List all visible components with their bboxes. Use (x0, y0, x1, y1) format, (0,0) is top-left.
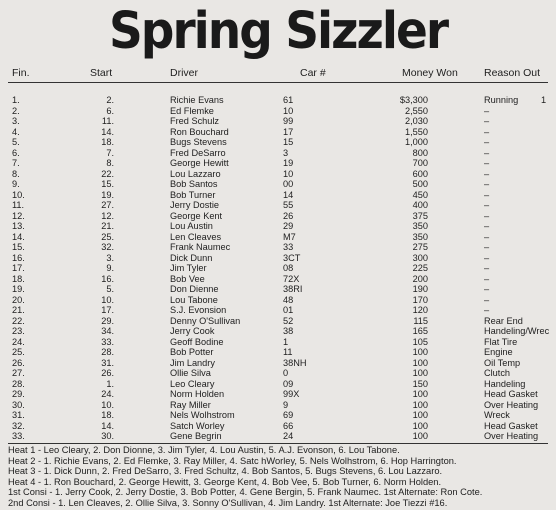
cell-money: 2,550 (405, 105, 428, 116)
table-row (0, 158, 556, 169)
cell-money: 100 (412, 410, 428, 420)
cell-driver: Richie Evans (170, 95, 224, 105)
cell-driver: S.J. Evonsion (170, 305, 227, 315)
cell-fin: 2. (12, 105, 20, 116)
cell-start: 3. (106, 252, 114, 263)
cell-money: 2,030 (405, 116, 428, 126)
table-row (0, 116, 556, 127)
cell-driver: Nels Wolhstrom (170, 410, 235, 420)
cell-fin: 18. (12, 273, 25, 284)
cell-reason: – (484, 200, 490, 210)
cell-reason: – (484, 147, 490, 158)
cell-driver: Bob Turner (170, 189, 216, 200)
cell-reason: – (484, 284, 490, 294)
cell-car: 09 (283, 378, 294, 389)
table-row (0, 337, 556, 348)
cell-car: 10 (283, 105, 294, 116)
cell-driver: Gene Begrin (170, 431, 222, 441)
cell-start: 15. (101, 179, 114, 189)
table-row (0, 169, 556, 180)
cell-start: 5. (106, 284, 114, 294)
cell-car: 48 (283, 294, 294, 305)
cell-fin: 30. (12, 399, 25, 410)
table-row (0, 347, 556, 358)
cell-car: 69 (283, 410, 294, 420)
cell-start: 18. (101, 137, 114, 147)
table-row (0, 179, 556, 190)
table-row (0, 400, 556, 411)
table-row (0, 95, 556, 106)
cell-reason: – (484, 231, 490, 242)
cell-money: 350 (412, 231, 428, 242)
cell-fin: 25. (12, 347, 25, 357)
cell-money: 200 (412, 273, 428, 284)
cell-driver: Lou Lazzaro (170, 168, 221, 179)
cell-driver: Lou Austin (170, 221, 213, 231)
cell-money: 1,550 (405, 126, 428, 137)
cell-fin: 11. (12, 200, 25, 210)
cell-reason: – (484, 126, 490, 137)
cell-driver: George Hewitt (170, 158, 229, 168)
table-row (0, 190, 556, 201)
table-row (0, 305, 556, 316)
cell-money: 400 (412, 200, 428, 210)
cell-reason: Flat Tire (484, 336, 518, 347)
cell-fin: 10. (12, 189, 25, 200)
cell-start: 29. (101, 315, 114, 326)
table-row (0, 295, 556, 306)
table-row (0, 242, 556, 253)
table-row (0, 326, 556, 337)
cell-reason: Over Heating (484, 431, 539, 441)
cell-fin: 9. (12, 179, 20, 189)
cell-driver: Bob Santos (170, 179, 218, 189)
table-row (0, 232, 556, 243)
table-row (0, 274, 556, 285)
results-table (0, 95, 556, 442)
cell-money: 275 (412, 242, 428, 252)
cell-reason: – (484, 168, 490, 179)
table-row (0, 389, 556, 400)
cell-driver: Satch Worley (170, 420, 225, 431)
cell-car: 9 (283, 399, 289, 410)
cell-start: 10. (101, 294, 114, 305)
cell-money: 170 (412, 294, 428, 305)
cell-start: 17. (101, 305, 114, 315)
cell-fin: 20. (12, 294, 25, 305)
cell-start: 31. (101, 357, 114, 368)
cell-start: 19. (101, 189, 114, 200)
cell-driver: Jerry Cook (170, 326, 215, 336)
cell-car: 38NH (283, 357, 307, 368)
cell-fin: 33. (12, 431, 25, 441)
cell-driver: Ron Bouchard (170, 126, 229, 137)
cell-driver: Jerry Dostie (170, 200, 220, 210)
cell-reason: – (484, 242, 490, 252)
cell-driver: Lou Tabone (170, 294, 218, 305)
cell-car: 52 (283, 315, 294, 326)
table-row (0, 127, 556, 138)
cell-reason: Clutch (484, 368, 511, 378)
table-row (0, 358, 556, 369)
cell-money: 115 (413, 315, 428, 326)
cell-money: 375 (412, 210, 428, 221)
cell-money: 450 (412, 189, 428, 200)
cell-start: 10. (101, 399, 114, 410)
cell-money: 225 (412, 263, 428, 273)
cell-fin: 15. (12, 242, 25, 252)
table-row (0, 368, 556, 379)
cell-start: 18. (101, 410, 114, 420)
heat-line: 2nd Consi - 1. Len Cleaves, 2. Ollie Silva, 3. Sonny O'Sullivan, 4. Jim Landry. 1st Alternate: Joe Tiezzi #16. (8, 497, 448, 508)
cell-money: 1,000 (405, 137, 428, 147)
cell-car: 33 (283, 242, 294, 252)
cell-reason: Oil Temp (484, 357, 521, 368)
cell-reason: – (484, 105, 490, 116)
cell-start: 28. (101, 347, 114, 357)
cell-fin: 3. (12, 116, 20, 126)
header-fin: Fin. (12, 67, 30, 79)
cell-start: 9. (106, 263, 114, 273)
cell-money: 165 (412, 326, 428, 336)
cell-reason: Engine (484, 347, 513, 357)
cell-fin: 5. (12, 137, 20, 147)
cell-fin: 24. (12, 336, 25, 347)
cell-fin: 6. (12, 147, 20, 158)
cell-money: 800 (412, 147, 428, 158)
cell-driver: Geoff Bodine (170, 336, 224, 347)
cell-car: 38RI (283, 284, 303, 294)
cell-fin: 13. (12, 221, 25, 231)
cell-start: 1. (106, 378, 114, 389)
cell-start: 22. (101, 168, 114, 179)
heat-line: Heat 4 - 1. Ron Bouchard, 2. George Hewitt, 3. George Kent, 4. Bob Vee, 5. Bob Turner, 6. Norm Holden. (8, 476, 442, 487)
table-row (0, 200, 556, 211)
cell-reason: – (484, 210, 490, 221)
cell-fin: 14. (12, 231, 25, 242)
cell-money: 100 (412, 347, 428, 357)
cell-driver: Frank Naumec (170, 242, 231, 252)
table-row (0, 410, 556, 421)
results-divider (8, 443, 548, 444)
cell-money: 500 (412, 179, 428, 189)
header-car: Car # (300, 67, 326, 79)
cell-fin: 26. (12, 357, 25, 368)
cell-reason: – (484, 305, 490, 315)
cell-car: 0 (283, 368, 289, 378)
table-row (0, 316, 556, 327)
cell-money: 100 (412, 399, 428, 410)
cell-start: 7. (106, 147, 114, 158)
cell-money: 600 (412, 168, 428, 179)
cell-driver: Bob Vee (170, 273, 205, 284)
cell-driver: Bob Potter (170, 347, 214, 357)
cell-start: 11. (101, 116, 114, 126)
cell-driver: Jim Landry (170, 357, 215, 368)
cell-start: 12. (101, 210, 114, 221)
cell-start: 33. (101, 336, 114, 347)
cell-reason: Handeling (484, 378, 526, 389)
cell-car: 26 (283, 210, 294, 221)
cell-driver: George Kent (170, 210, 223, 221)
cell-money: 120 (412, 305, 428, 315)
table-row (0, 106, 556, 117)
cell-car: 00 (283, 179, 294, 189)
cell-fin: 8. (12, 168, 20, 179)
cell-money: 700 (412, 158, 428, 168)
cell-fin: 21. (12, 305, 25, 315)
cell-driver: Fred Schulz (170, 116, 220, 126)
header-driver: Driver (170, 67, 198, 79)
cell-car: 01 (283, 305, 294, 315)
cell-fin: 12. (12, 210, 25, 221)
heat-results (8, 445, 556, 509)
cell-car: 17 (283, 126, 294, 137)
cell-car: 3CT (283, 252, 301, 263)
cell-reason: Head Gasket (484, 389, 538, 399)
cell-fin: 1. (12, 95, 20, 105)
cell-driver: Ollie Silva (170, 368, 211, 378)
cell-reason: – (484, 263, 490, 273)
cell-driver: Bugs Stevens (170, 137, 227, 147)
cell-driver: Don Dienne (170, 284, 219, 294)
cell-car: 66 (283, 420, 294, 431)
cell-money: 100 (412, 368, 428, 378)
page-title: Spring Sizzler (108, 1, 448, 62)
cell-car: 99 (283, 116, 294, 126)
heat-line: 1st Consi - 1. Jerry Cook, 2. Jerry Dostie, 3. Bob Potter, 4. Gene Bergin, 5. Frank Naumec. 1st Alternate: Ron Cote. (8, 487, 483, 498)
cell-driver: Leo Cleary (170, 378, 215, 389)
cell-car: 15 (283, 137, 294, 147)
cell-start: 14. (101, 420, 114, 431)
header-start: Start (90, 67, 113, 79)
cell-start: 25. (101, 231, 114, 242)
cell-start: 26. (101, 368, 114, 378)
heat-line: Heat 2 - 1. Richie Evans, 2. Ed Flemke, 3. Ray Miller, 4. Satc hWorley, 5. Nels Wolhstrom, 6. Hop Harrington. (8, 455, 457, 466)
cell-start: 2. (106, 95, 114, 105)
cell-reason: Head Gasket (484, 420, 538, 431)
cell-money: 300 (412, 252, 428, 263)
table-row (0, 431, 556, 442)
cell-start: 14. (101, 126, 114, 137)
table-row (0, 421, 556, 432)
cell-driver: Fred DeSarro (170, 147, 226, 158)
cell-reason: Rear End (484, 315, 523, 326)
cell-fin: 31. (12, 410, 25, 420)
cell-car: 08 (283, 263, 294, 273)
cell-money: 105 (412, 336, 428, 347)
cell-money: 100 (412, 431, 428, 441)
cell-car: 24 (283, 431, 294, 441)
cell-reason: – (484, 273, 490, 284)
cell-money: 100 (412, 420, 428, 431)
header-money: Money Won (402, 67, 458, 79)
cell-fin: 23. (12, 326, 25, 336)
cell-reason: Running (484, 95, 519, 105)
cell-fin: 16. (12, 252, 25, 263)
cell-driver: Norm Holden (170, 389, 225, 399)
cell-fin: 28. (12, 378, 25, 389)
cell-reason: – (484, 252, 490, 263)
table-row (0, 253, 556, 264)
cell-car: 72X (283, 273, 300, 284)
cell-car: 99X (283, 389, 300, 399)
cell-fin: 19. (12, 284, 25, 294)
cell-car: 61 (283, 95, 294, 105)
cell-car: 38 (283, 326, 294, 336)
cell-fin: 17. (12, 263, 25, 273)
cell-driver: Len Cleaves (170, 231, 222, 242)
table-row (0, 263, 556, 274)
table-row (0, 284, 556, 295)
cell-money: 100 (412, 357, 428, 368)
cell-start: 21. (101, 221, 114, 231)
cell-start: 27. (101, 200, 114, 210)
cell-reason: – (484, 179, 490, 189)
cell-money: 190 (412, 284, 428, 294)
cell-car: 1 (283, 336, 289, 347)
cell-reason: Over Heating (484, 399, 539, 410)
cell-reason: – (484, 116, 490, 126)
cell-car: 10 (283, 168, 294, 179)
cell-fin: 4. (12, 126, 20, 137)
cell-start: 32. (101, 242, 114, 252)
cell-driver: Jim Tyler (170, 263, 207, 273)
heat-line: Heat 3 - 1. Dick Dunn, 2. Fred DeSarro, 3. Fred Schultz, 4. Bob Santos, 5. Bugs Stevens, 6. Lou Lazzaro. (8, 466, 443, 477)
cell-money: $3,300 (399, 95, 428, 105)
cell-start: 34. (101, 326, 114, 336)
table-row (0, 211, 556, 222)
table-row (0, 379, 556, 390)
cell-fin: 7. (12, 158, 20, 168)
cell-fin: 32. (12, 420, 25, 431)
cell-fin: 22. (12, 315, 25, 326)
cell-fin: 29. (12, 389, 25, 399)
cell-start: 24. (101, 389, 114, 399)
cell-reason: – (484, 221, 490, 231)
cell-reason: – (484, 137, 490, 147)
cell-car: 14 (283, 189, 294, 200)
cell-extra: 1 (541, 95, 547, 105)
cell-money: 350 (412, 221, 428, 231)
cell-start: 16. (101, 273, 114, 284)
table-row (0, 148, 556, 159)
cell-driver: Ray Miller (170, 399, 211, 410)
table-row (0, 137, 556, 148)
cell-driver: Ed Flemke (170, 105, 214, 116)
cell-reason: Wreck (484, 410, 510, 420)
cell-start: 8. (106, 158, 114, 168)
cell-start: 6. (106, 105, 114, 116)
header-divider (8, 82, 548, 83)
heat-line: Heat 1 - Leo Cleary, 2. Don Dionne, 3. Jim Tyler, 4. Lou Austin, 5. A.J. Evonson, 6. Lou Tabone. (8, 445, 400, 455)
cell-car: 3 (283, 147, 289, 158)
cell-driver: Denny O'Sullivan (170, 315, 241, 326)
cell-car: 55 (283, 200, 294, 210)
cell-fin: 27. (12, 368, 25, 378)
cell-money: 150 (412, 378, 428, 389)
cell-reason: – (484, 158, 490, 168)
cell-money: 100 (412, 389, 428, 399)
cell-reason: Handeling/Wrec (484, 326, 550, 336)
cell-start: 30. (101, 431, 114, 441)
cell-reason: – (484, 189, 490, 200)
cell-driver: Dick Dunn (170, 252, 213, 263)
cell-car: 29 (283, 221, 294, 231)
header-reason: Reason Out (484, 67, 541, 79)
cell-car: 11 (283, 347, 293, 357)
cell-car: M7 (283, 231, 296, 242)
table-row (0, 221, 556, 232)
cell-reason: – (484, 294, 490, 305)
cell-car: 19 (283, 158, 294, 168)
